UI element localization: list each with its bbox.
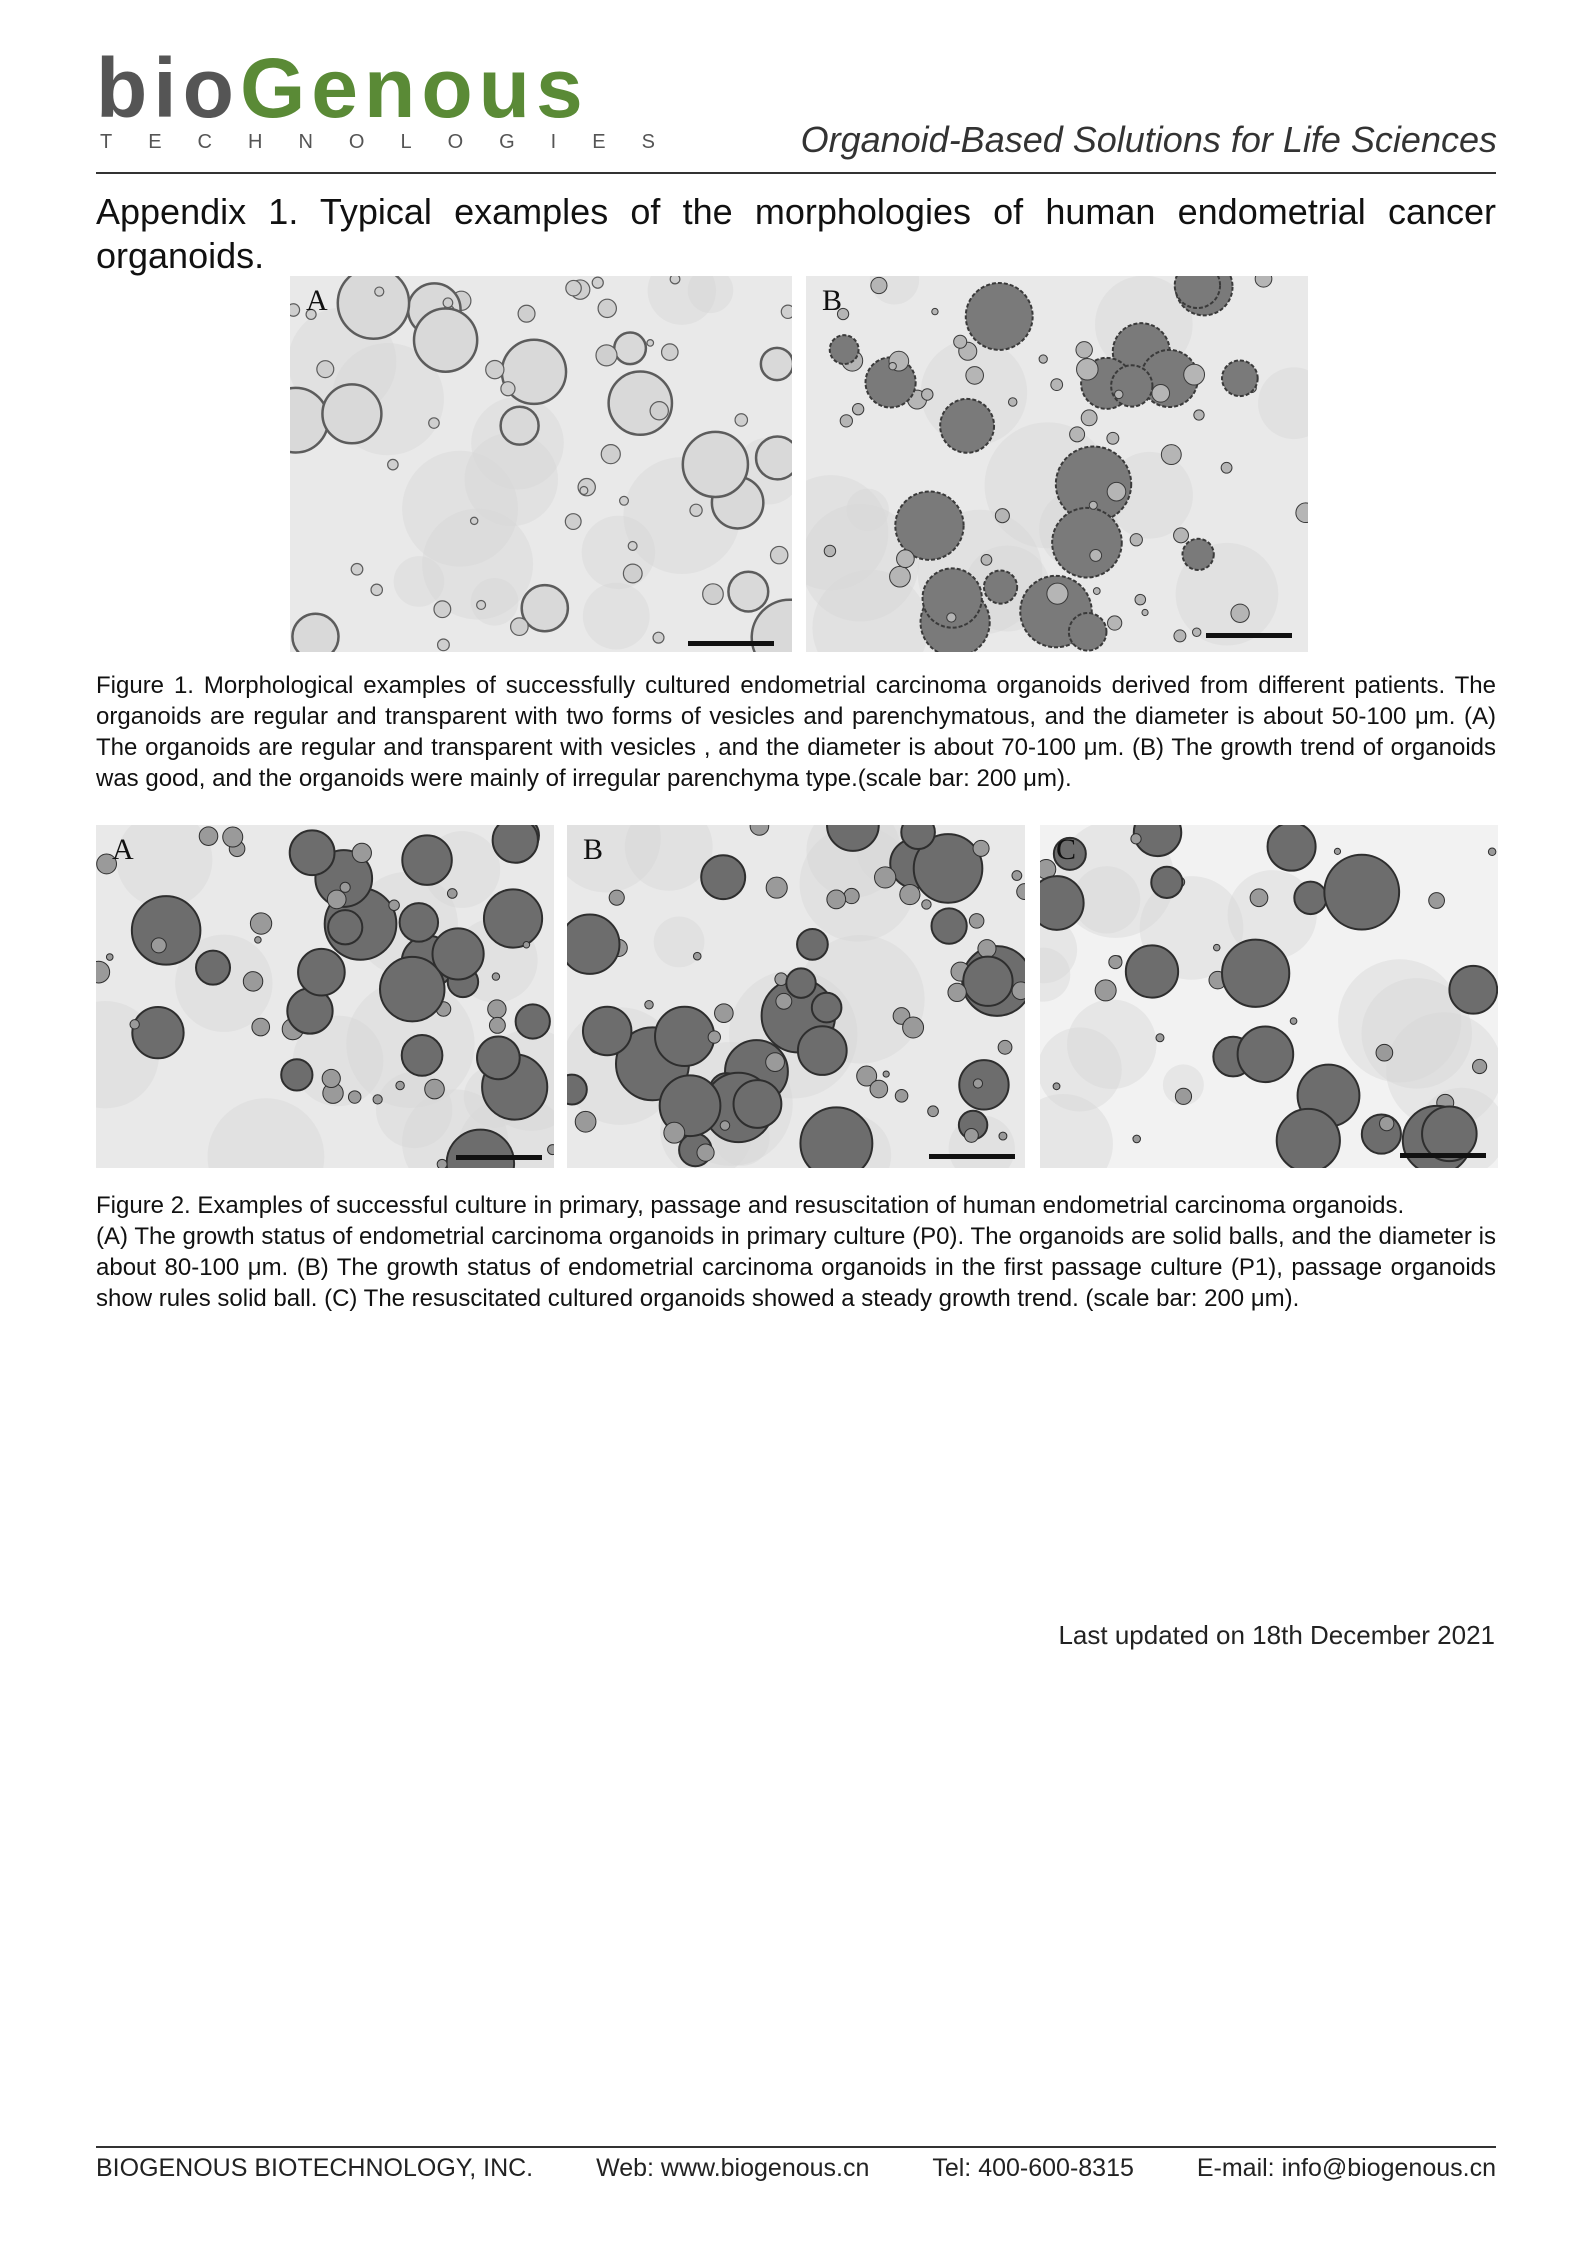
figure2-panel-a-label: A	[112, 833, 134, 866]
figure1-caption: Figure 1. Morphological examples of successfully cultured endometrial carcinoma organoids derived from different patients. The organoids are regular and transparent with two forms of vesicles and parenchymatous, and the diameter is about 50-100 μm. (A) The organoids are regular and transparent with vesicles , and the diameter is about 70-100 μm. (B) The growth trend of organoids was good, and the organoids were mainly of irregular parenchyma type.(scale bar: 200 μm).	[96, 672, 1496, 792]
figure2-panel-c-image	[1040, 825, 1498, 1168]
appendix-title: Appendix 1. Typical examples of the morphologies of human endometrial cancer organoids.	[96, 191, 1496, 276]
figure1-panel-a	[290, 276, 792, 652]
figure2-panel-b-image	[567, 825, 1025, 1168]
logo-text-bio: bio	[96, 41, 240, 135]
figure1-panel-b-label: B	[822, 284, 843, 317]
figure1-panel-a-scale-bar	[688, 641, 774, 646]
figure2-panel-c-scale-bar	[1400, 1153, 1486, 1158]
footer-email-link[interactable]: E-mail: info@biogenous.cn	[1196, 2154, 1496, 2182]
figure2-caption-body: (A) The growth status of endometrial carcinoma organoids in primary culture (P0). The organoids are solid balls, and the diameter is about 80-100 μm. (B) The growth status of endometrial carcinoma organoids in the first passage culture (P1), passage organoids show rules solid ball. (C) The resuscitated cultured organoids showed a steady growth trend. (scale bar: 200 μm).	[96, 1223, 1496, 1312]
logo-subtitle: TECHNOLOGIES	[100, 131, 691, 153]
figure2-panel-b-scale-bar	[929, 1154, 1015, 1159]
figure2-panel-a-scale-bar	[456, 1155, 542, 1160]
figure1-panel-a-image	[290, 276, 792, 652]
footer-phone: Tel: 400-600-8315	[932, 2154, 1134, 2182]
figure2-panel-b	[567, 825, 1025, 1168]
header-divider	[96, 172, 1496, 174]
figure1-panel-a-label: A	[306, 284, 328, 317]
footer-web-link[interactable]: Web: www.biogenous.cn	[596, 2154, 870, 2182]
figure2-panel-b-label: B	[583, 833, 604, 866]
footer-divider	[96, 2146, 1496, 2148]
figure2-panel-a	[96, 825, 554, 1168]
figure2-caption-heading: Figure 2. Examples of successful culture in primary, passage and resuscitation of human endometrial carcinoma organoids.	[96, 1192, 1405, 1219]
figure1-panel-b-scale-bar	[1206, 633, 1292, 638]
figure2-panel-c	[1040, 825, 1498, 1168]
last-updated-date: Last updated on 18th December 2021	[1058, 1620, 1495, 1650]
figure1-panel-b	[806, 276, 1308, 652]
figure2-panel-a-image	[96, 825, 554, 1168]
company-logo	[96, 41, 589, 135]
footer	[96, 2154, 1496, 2183]
footer-company: BIOGENOUS BIOTECHNOLOGY, INC.	[96, 2154, 534, 2182]
header-tagline: Organoid-Based Solutions for Life Sciences	[800, 119, 1497, 160]
figure1-panel-b-image	[806, 276, 1308, 652]
figure2-caption	[96, 1190, 1496, 1314]
logo-text-genous: Genous	[239, 41, 589, 135]
figure2-panel-c-label: C	[1056, 833, 1077, 866]
